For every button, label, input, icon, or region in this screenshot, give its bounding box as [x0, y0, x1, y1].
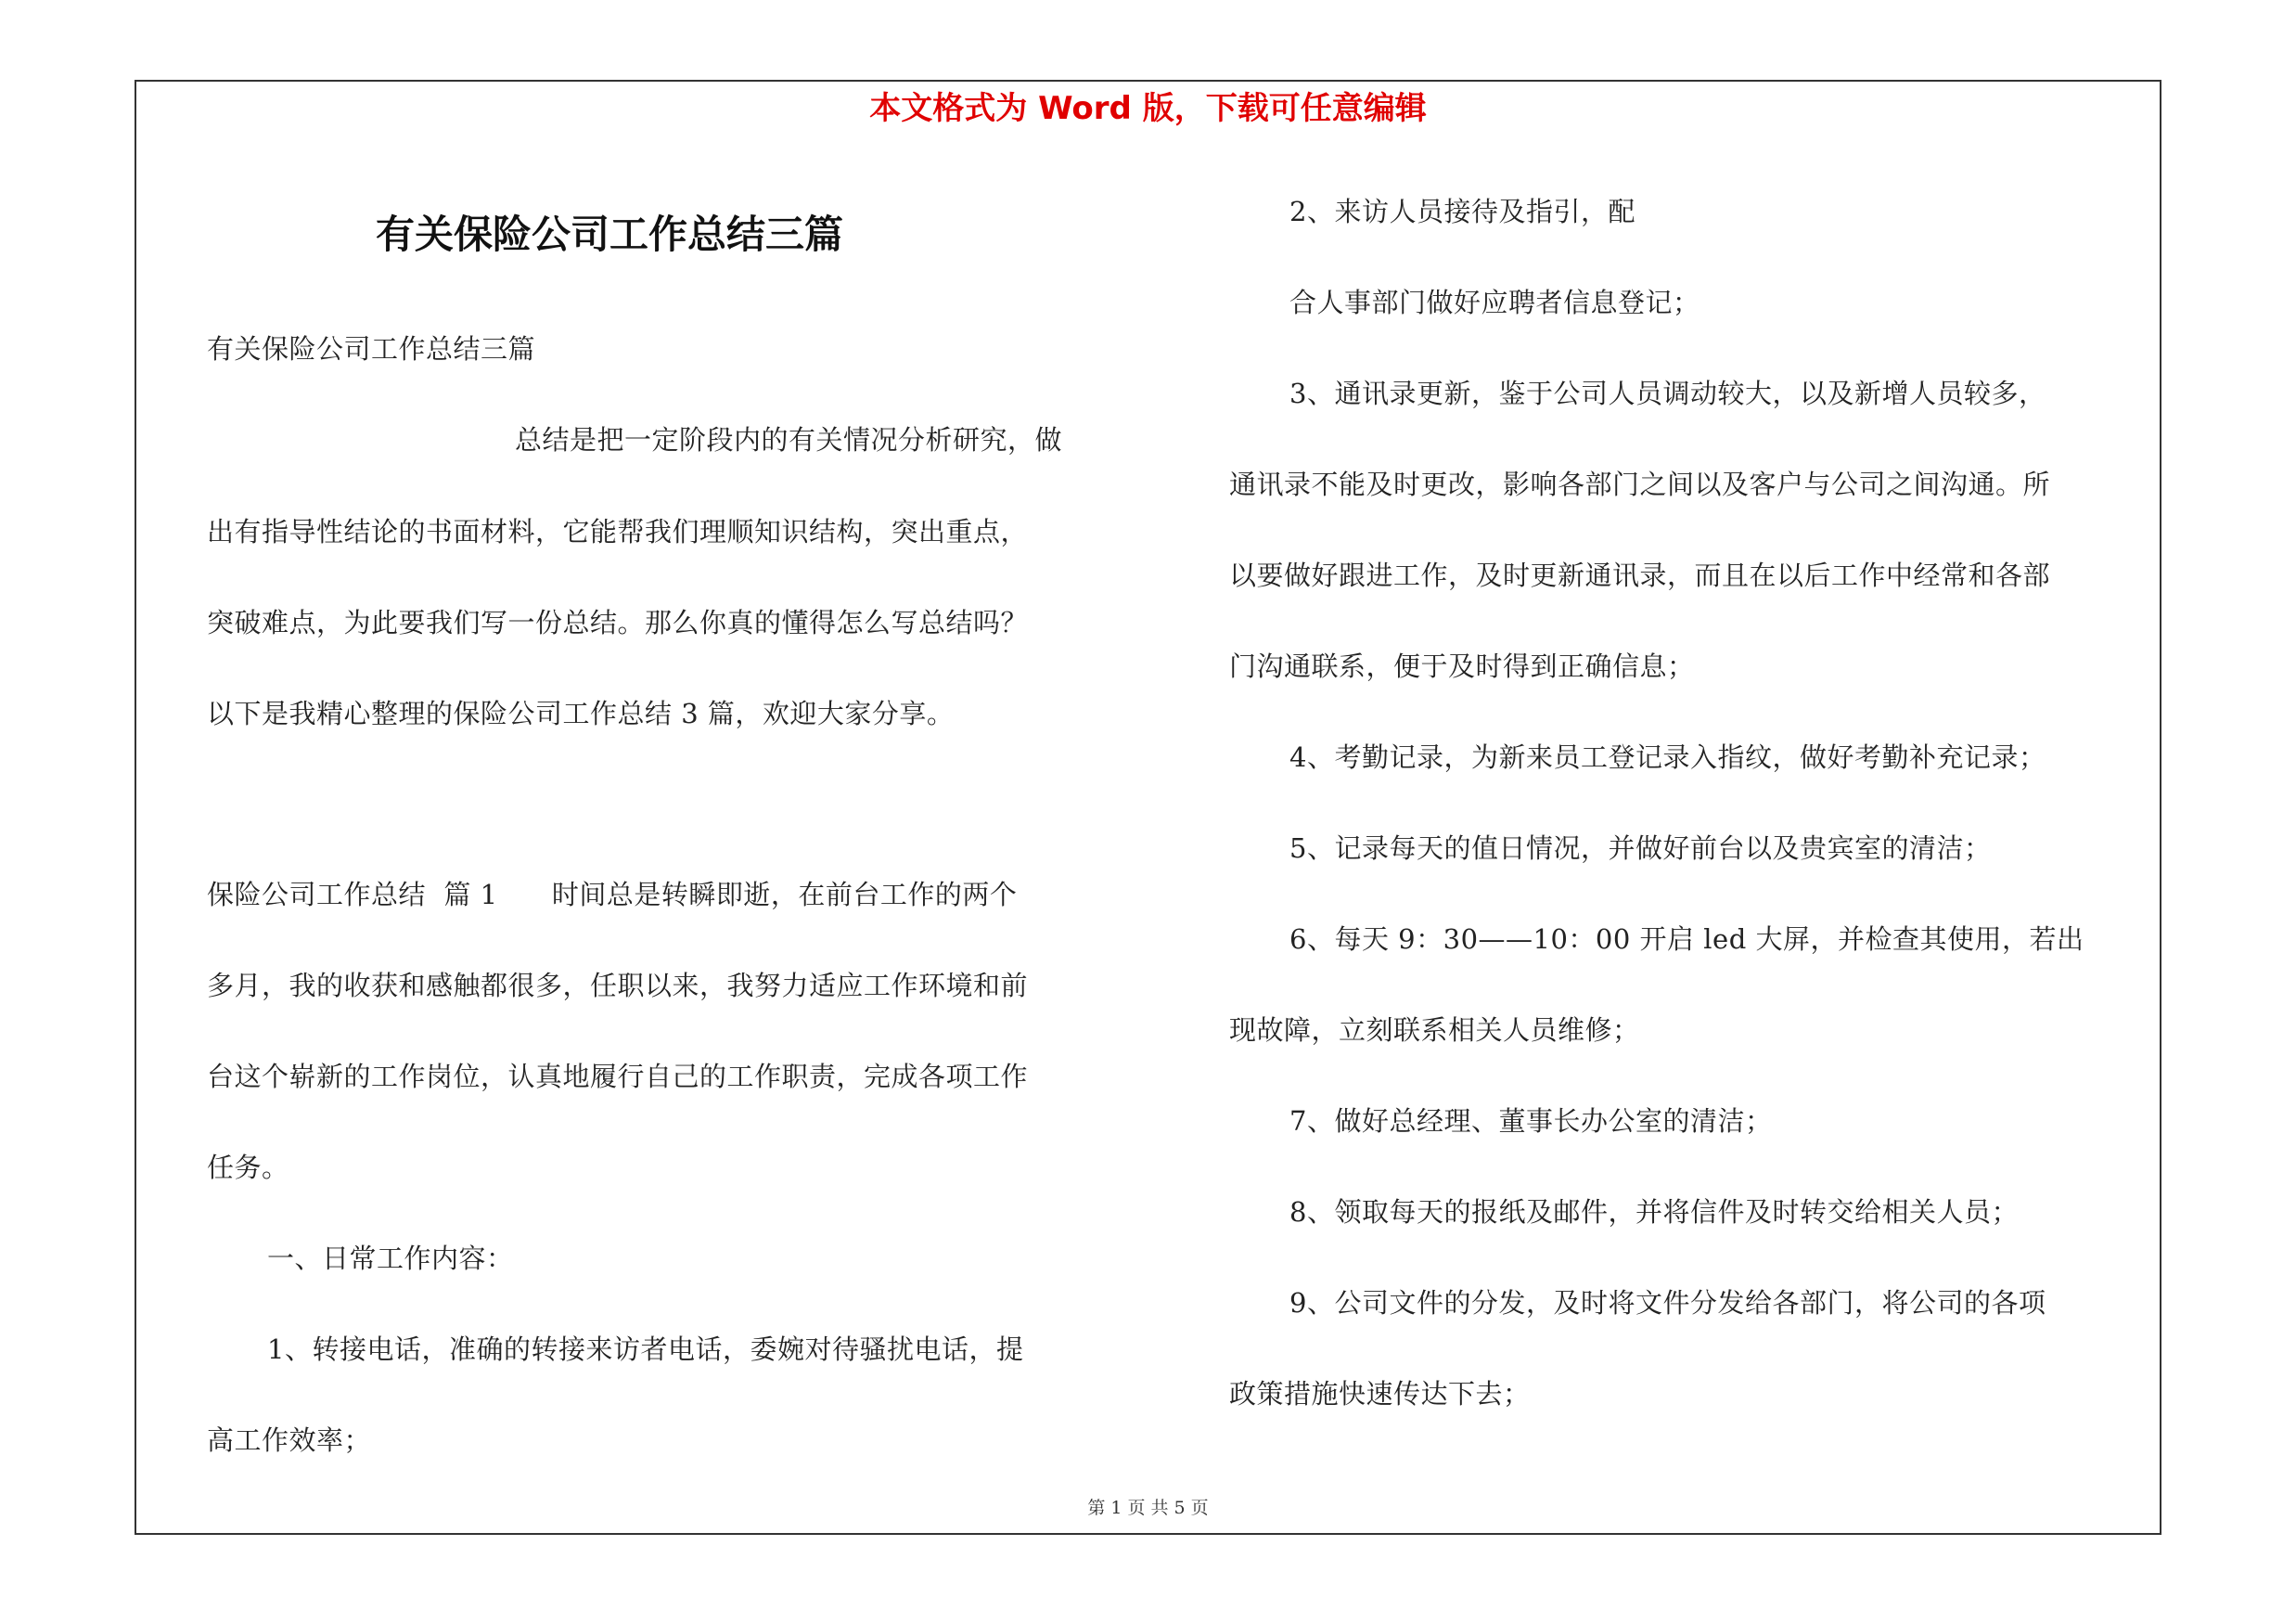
- right-line: 8、领取每天的报纸及邮件，并将信件及时转交给相关人员；: [1289, 1196, 2019, 1228]
- right-line: 通讯录不能及时更改，影响各部门之间以及客户与公司之间沟通。所: [1229, 469, 2051, 500]
- right-line: 3、通讯录更新，鉴于公司人员调动较大，以及新增人员较多，: [1289, 378, 2046, 409]
- left-line: 高工作效率；: [207, 1424, 372, 1456]
- right-line: 4、考勤记录，为新来员工登记录入指纹，做好考勤补充记录；: [1289, 741, 2046, 773]
- page-number-footer: 第 1 页 共 5 页: [1087, 1498, 1209, 1518]
- left-line-section-heading: 保险公司工作总结 篇 1 时间总是转瞬即逝，在前台工作的两个: [207, 879, 1018, 910]
- format-banner: 本文格式为 Word 版，下载可任意编辑: [869, 90, 1427, 127]
- left-line: 出有指导性结论的书面材料，它能帮我们理顺知识结构，突出重点，: [207, 516, 1029, 547]
- left-line-subheading: 一、日常工作内容：: [267, 1243, 514, 1274]
- left-line: 以下是我精心整理的保险公司工作总结 3 篇，欢迎大家分享。: [207, 698, 955, 729]
- left-line: 1、转接电话，准确的转接来访者电话，委婉对待骚扰电话，提: [267, 1333, 1024, 1365]
- left-line: 多月，我的收获和感触都很多，任职以来，我努力适应工作环境和前: [207, 970, 1029, 1001]
- document-title: 有关保险公司工作总结三篇: [376, 212, 844, 257]
- right-line: 7、做好总经理、董事长办公室的清洁；: [1289, 1105, 1773, 1137]
- right-line: 以要做好跟进工作，及时更新通讯录，而且在以后工作中经常和各部: [1229, 560, 2051, 591]
- left-line: 突破难点，为此要我们写一份总结。那么你真的懂得怎么写总结吗？: [207, 607, 1029, 638]
- right-line: 5、记录每天的值日情况，并做好前台以及贵宾室的清洁；: [1289, 832, 1992, 864]
- left-line: 任务。: [207, 1152, 289, 1183]
- left-line: 台这个崭新的工作岗位，认真地履行自己的工作职责，完成各项工作: [207, 1061, 1029, 1092]
- right-line: 政策措施快速传达下去；: [1229, 1378, 1531, 1410]
- left-line-subtitle: 有关保险公司工作总结三篇: [207, 333, 536, 365]
- right-line: 合人事部门做好应聘者信息登记；: [1289, 287, 1700, 318]
- right-line: 6、每天 9：30——10：00 开启 led 大屏，并检查其使用，若出: [1289, 923, 2084, 955]
- right-line: 现故障，立刻联系相关人员维修；: [1229, 1014, 1640, 1046]
- left-line: 总结是把一定阶段内的有关情况分析研究，做: [515, 424, 1063, 456]
- right-line: 9、公司文件的分发，及时将文件分发给各部门，将公司的各项: [1289, 1287, 2046, 1319]
- right-line: 门沟通联系，便于及时得到正确信息；: [1229, 650, 1695, 682]
- right-line: 2、来访人员接待及指引，配: [1289, 196, 1635, 227]
